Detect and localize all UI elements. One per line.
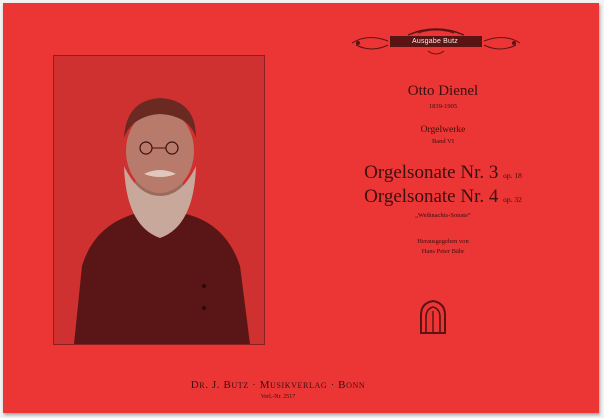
gothic-arch-logo-icon xyxy=(419,299,447,335)
publisher-footer xyxy=(83,379,473,401)
publisher-imprint: Dr. J. Butz · Musikverlag · Bonn xyxy=(190,379,366,391)
work-title-1 xyxy=(313,162,573,186)
composer-portrait xyxy=(53,55,265,345)
editor-line-2: Hans Peter Bähr xyxy=(421,248,465,255)
series-title: Orgelwerke xyxy=(420,125,466,135)
book-cover xyxy=(3,3,599,413)
work-opus-2: op. 32 xyxy=(503,195,522,204)
editor-line-1: Herausgegeben von xyxy=(417,238,469,245)
publisher-badge-label: Ausgabe Butz xyxy=(412,38,458,45)
work-title-2-text: Orgelsonate Nr. 4 xyxy=(364,186,499,207)
composer-dates: 1839-1905 xyxy=(428,103,458,110)
publisher-badge xyxy=(348,23,524,59)
work-title-1-text: Orgelsonate Nr. 3 xyxy=(364,162,499,183)
work-title-2 xyxy=(313,186,573,210)
work-subtitle: „Weihnachts-Sonate“ xyxy=(415,212,471,219)
title-block xyxy=(313,79,573,256)
composer-name: Otto Dienel xyxy=(407,83,479,99)
work-opus-1: op. 18 xyxy=(503,171,522,180)
volume-label: Band VI xyxy=(431,138,455,145)
order-number: Verl.-Nr. 2517 xyxy=(260,394,296,400)
